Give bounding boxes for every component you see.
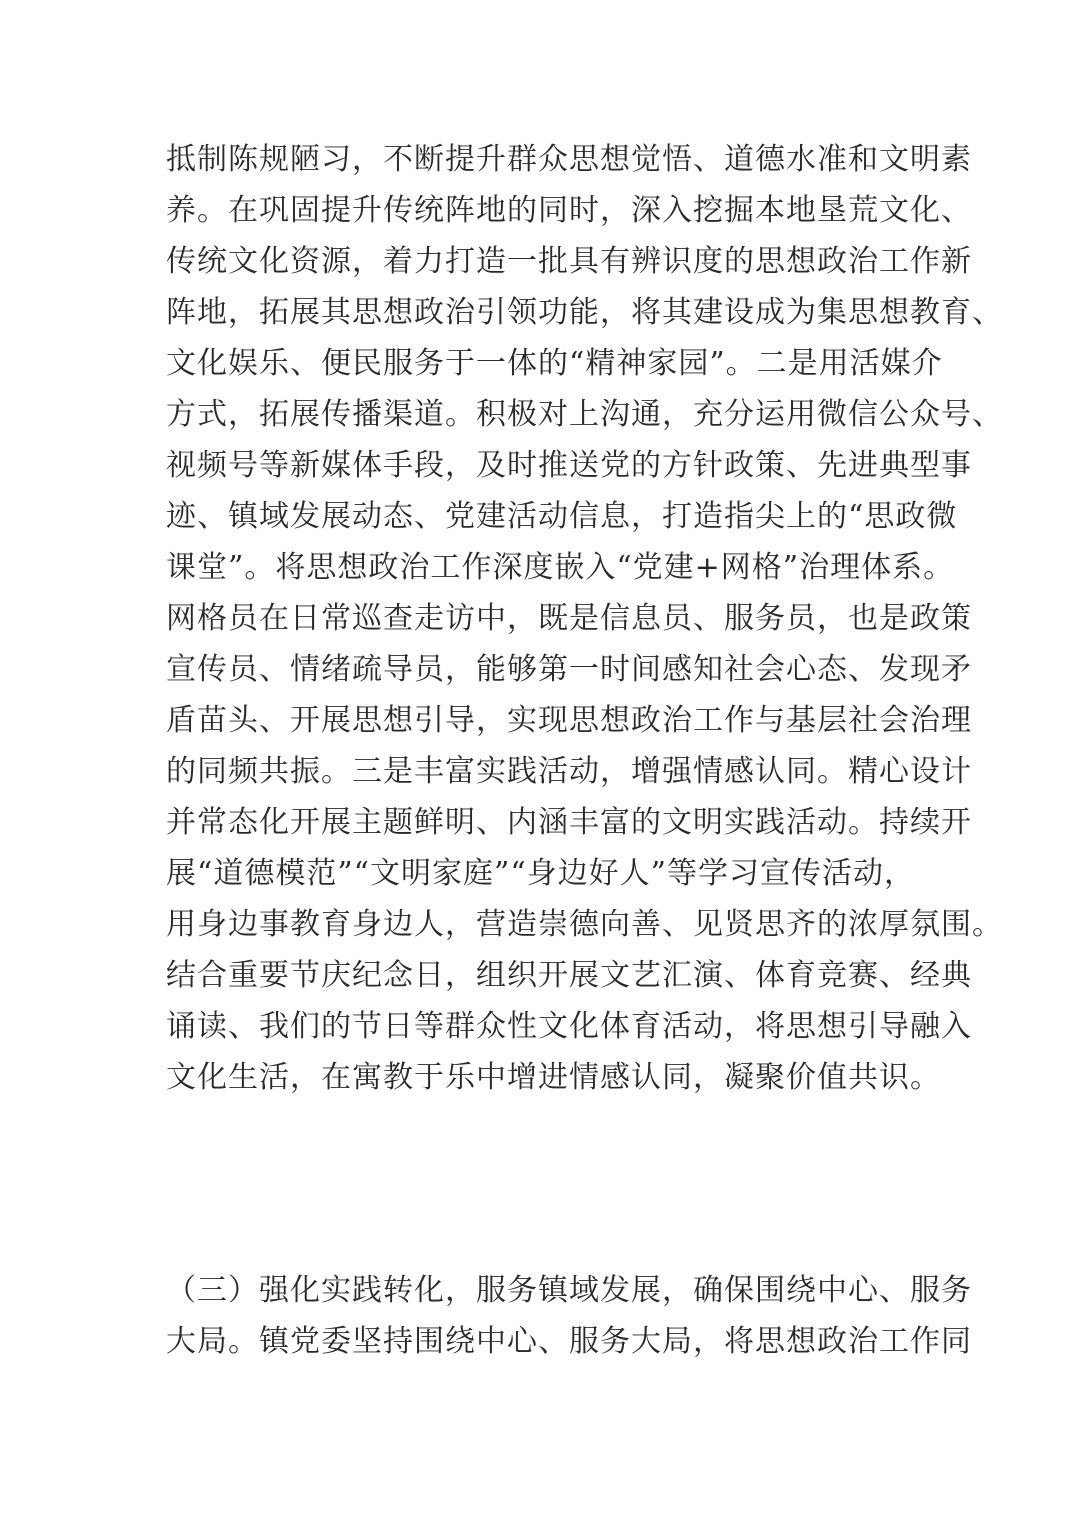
text-line: 的同频共振。三是丰富实践活动，增强情感认同。精心设计 xyxy=(166,754,972,789)
text-line: 展“道德模范”“文明家庭”“身边好人”等学习宣传活动， xyxy=(166,856,916,891)
text-line: 结合重要节庆纪念日，组织开展文艺汇演、体育竞赛、经典 xyxy=(166,958,972,993)
text-line: 养。在巩固提升传统阵地的同时，深入挖掘本地垦荒文化、 xyxy=(166,193,972,228)
text-line: 视频号等新媒体手段，及时推送党的方针政策、先进典型事 xyxy=(166,448,972,483)
text-line: 盾苗头、开展思想引导，实现思想政治工作与基层社会治理 xyxy=(166,703,972,738)
section-paragraph xyxy=(166,1265,972,1367)
text-line: 抵制陈规陋习，不断提升群众思想觉悟、道德水准和文明素 xyxy=(166,142,972,177)
section-heading-line: （三）强化实践转化，服务镇域发展，确保围绕中心、服务 xyxy=(166,1273,972,1308)
body-paragraph xyxy=(166,134,1003,1103)
text-line: 阵地，拓展其思想政治引领功能，将其建设成为集思想教育、 xyxy=(166,295,1003,330)
text-line: 传统文化资源，着力打造一批具有辨识度的思想政治工作新 xyxy=(166,244,972,279)
text-line: 文化生活，在寓教于乐中增进情感认同，凝聚价值共识。 xyxy=(166,1060,941,1095)
text-line: 宣传员、情绪疏导员，能够第一时间感知社会心态、发现矛 xyxy=(166,652,972,687)
text-line: 用身边事教育身边人，营造崇德向善、见贤思齐的浓厚氛围。 xyxy=(166,907,1003,942)
text-line: 诵读、我们的节日等群众性文化体育活动，将思想引导融入 xyxy=(166,1009,972,1044)
text-line: 网格员在日常巡查走访中，既是信息员、服务员，也是政策 xyxy=(166,601,972,636)
text-line: 课堂”。将思想政治工作深度嵌入“党建+网格”治理体系。 xyxy=(166,550,955,585)
text-line: 大局。镇党委坚持围绕中心、服务大局，将思想政治工作同 xyxy=(166,1324,972,1359)
text-line: 方式，拓展传播渠道。积极对上沟通，充分运用微信公众号、 xyxy=(166,397,1003,432)
text-line: 迹、镇域发展动态、党建活动信息，打造指尖上的“思政微 xyxy=(166,499,958,534)
text-line: 并常态化开展主题鲜明、内涵丰富的文明实践活动。持续开 xyxy=(166,805,972,840)
text-line: 文化娱乐、便民服务于一体的“精神家园”。二是用活媒介 xyxy=(166,346,943,381)
